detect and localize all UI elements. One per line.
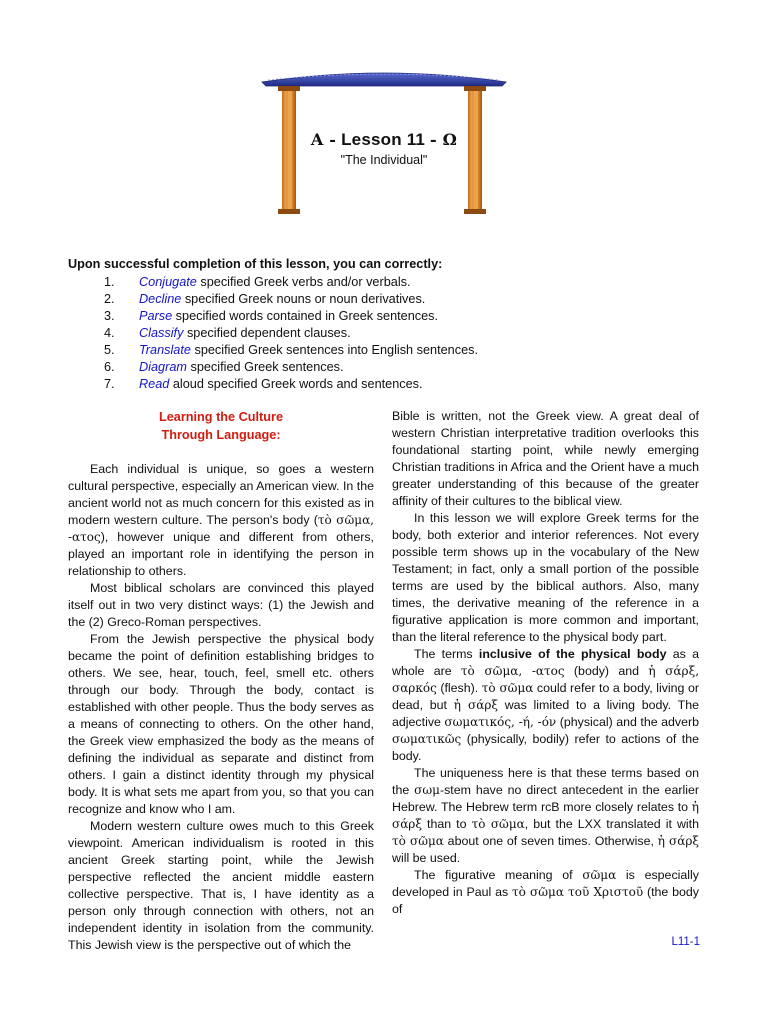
section-heading-line-2: Through Language: <box>161 428 281 442</box>
paragraph-individual <box>68 461 374 580</box>
greek-term: τὸ σῶμα <box>471 817 525 831</box>
text-run: , but the LXX translated it with <box>524 817 699 831</box>
objective-number: 4. <box>104 326 115 340</box>
text-run: more closely relates to <box>559 800 692 814</box>
paragraph-explore-terms: In this lesson we will explore Greek terms for the body, both exterior and interior references. Not every possible term shows up in the vocabulary of the New Testament; in fact, only a small portion of the possible terms are used by the biblical authors. Also, many times, the derivative meaning of the reference in a figurative application is more common and important, than the literal reference to the physical body part. <box>392 511 699 644</box>
objective-verb: Conjugate <box>139 275 197 289</box>
objective-item <box>68 376 708 393</box>
paragraph-figurative <box>392 867 699 918</box>
right-column <box>392 408 699 918</box>
objective-item <box>68 325 708 342</box>
section-heading <box>68 408 374 444</box>
objective-verb: Classify <box>139 326 184 340</box>
paragraph-bible-view: Bible is written, not the Greek view. A great deal of western Christian interpretative tradition overlooks this foundational starting point, while newly emerging Christian traditions in Africa and the Orient have a much greater understanding of this because of the greater affinity of their cultures to the biblical view. <box>392 409 699 508</box>
hebrew-term: rcB <box>540 800 560 814</box>
greek-term: τὸ σῶμα <box>481 681 534 695</box>
text-run: -stem have no direct antecedent in the earlier Hebrew. The Hebrew term <box>392 783 699 814</box>
text-run: The figurative meaning of <box>414 868 583 882</box>
objective-text: specified Greek nouns or noun derivatives. <box>181 292 426 306</box>
greek-term: τὸ σῶμα τοῦ Χριστοῦ <box>512 885 644 899</box>
greek-term: σωματικός, -ή, -όν <box>444 715 557 729</box>
objectives-list <box>68 274 708 393</box>
objective-number: 2. <box>104 292 115 306</box>
objective-text: aloud specified Greek words and sentences. <box>169 377 423 391</box>
title-suffix: - Ω <box>430 130 458 149</box>
text-run: The uniqueness here is that these terms based on the <box>392 766 699 797</box>
greek-term: σωματικῶς <box>392 732 462 746</box>
text-run: (physically, bodily) refer to actions of the body. <box>392 732 699 763</box>
text-run: than to <box>421 817 472 831</box>
left-column <box>68 408 374 954</box>
objective-verb: Translate <box>139 343 191 357</box>
section-heading-line-1: Learning the Culture <box>158 410 284 424</box>
objective-number: 1. <box>104 275 115 289</box>
greek-term: σωμ <box>414 783 440 797</box>
objective-verb: Decline <box>139 292 182 306</box>
greek-term: τὸ σῶμα <box>392 834 444 848</box>
paragraph-uniqueness <box>392 765 699 867</box>
greek-term: ἡ σάρξ <box>657 834 700 848</box>
paragraph-perspectives: Most biblical scholars are convinced this played itself out in two very distinct ways: (1) the Jewish and the (2) Greco-Roman perspectives. <box>68 581 374 629</box>
objective-item <box>68 291 708 308</box>
objective-verb: Read <box>139 377 170 391</box>
objectives-section <box>68 256 708 393</box>
objective-number: 7. <box>104 377 115 391</box>
greek-term: σῶμα <box>582 868 617 882</box>
text-run: (physical) and the adverb <box>556 715 699 729</box>
text-run: (body) and <box>564 664 649 678</box>
text-run: as a whole are <box>392 647 699 678</box>
paragraph-jewish-greek: From the Jewish perspective the physical body became the point of definition establishing bridges to others. We see, hear, touch, feel, smell etc. others through our body. Through the body, contact is established with other people. Thus the body serves as a means of connecting to others. On the other hand, the Greek view emphasized the body as the means of defining the individual as separate and distinct from others. I gain a distinct identity through my physical body. It is what sets me apart from you, so that you can recognize and know who I am. <box>68 632 374 816</box>
objectives-intro: Upon successful completion of this lesson, you can correctly: <box>68 257 443 271</box>
objective-item <box>68 359 708 376</box>
greek-term: ἡ σάρξ <box>392 800 699 831</box>
objective-text: specified Greek sentences. <box>186 360 344 374</box>
objective-text: specified Greek verbs and/or verbals. <box>196 275 411 289</box>
objective-item <box>68 274 708 291</box>
greek-term: τὸ σῶμα, -ατος <box>460 664 565 678</box>
objective-text: specified dependent clauses. <box>183 326 351 340</box>
objective-item <box>68 342 708 359</box>
title-main: Lesson 11 <box>341 130 426 149</box>
text-run: was limited to a living body. The adjective <box>392 698 699 729</box>
greek-term: τὸ σῶμα, -ατος <box>68 513 374 544</box>
objective-item <box>68 308 708 325</box>
text-run: The terms <box>414 647 479 661</box>
text-run: ), however unique and different from others, played an important role in identifying the person in relationship to others. <box>68 530 374 578</box>
text-run: will be used. <box>392 851 461 865</box>
text-run: (the body of <box>392 885 699 916</box>
objective-verb: Diagram <box>139 360 187 374</box>
paragraph-modern-culture: Modern western culture owes much to this Greek viewpoint. American individualism is rooted in this ancient Greek starting point, while the Jewish perspective reflected the ancient middle eastern collective perspective. That is, I have identity as a person only through connection with others, not an independent identity in isolation from the community. This Jewish view is the perspective out of which the <box>68 819 374 952</box>
objective-number: 6. <box>104 360 115 374</box>
lesson-title <box>258 130 510 150</box>
objective-number: 5. <box>104 343 115 357</box>
objective-text: specified words contained in Greek sentences. <box>172 309 439 323</box>
objective-number: 3. <box>104 309 115 323</box>
greek-term: ἡ σάρξ, σαρκός <box>392 664 700 695</box>
text-run: about one of seven times. Otherwise, <box>443 834 658 848</box>
page-number: L11-1 <box>671 936 700 948</box>
title-prefix: A - <box>310 130 337 149</box>
text-run: is especially developed in Paul as <box>392 868 699 899</box>
text-run: (flesh). <box>436 681 482 695</box>
bold-phrase: inclusive of the physical body <box>478 647 667 661</box>
greek-term: ἡ σάρξ <box>453 698 498 712</box>
text-run: Each individual is unique, so goes a western cultural perspective, especially an American view. In the ancient world not as much concern for this existed as in modern western culture. The person's body ( <box>68 462 374 527</box>
objective-verb: Parse <box>139 309 173 323</box>
text-run: could refer to a body, living or dead, but <box>392 681 699 712</box>
lesson-subtitle: "The Individual" <box>340 153 428 167</box>
objective-text: specified Greek sentences into English sentences. <box>190 343 478 357</box>
paragraph-body-terms <box>392 646 699 765</box>
